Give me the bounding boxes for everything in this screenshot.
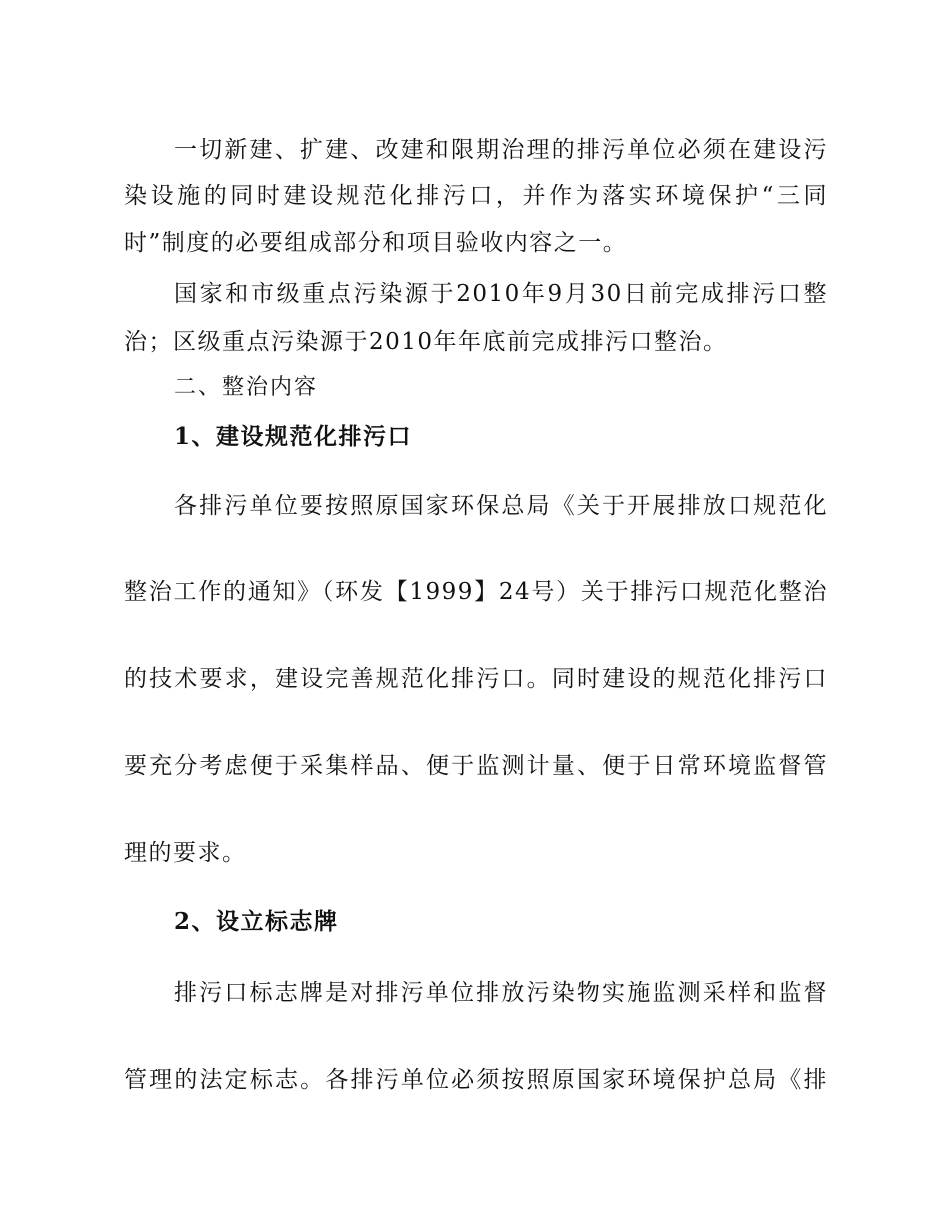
paragraph-1-line-2: 染设施的同时建设规范化排污口，并作为落实环境保护“三同 [124, 183, 828, 209]
subsection-1-line-4: 要充分考虑便于采集样品、便于监测计量、便于日常环境监督管 [124, 753, 828, 779]
paragraph-2-line-2: 治；区级重点污染源于2010年年底前完成排污口整治。 [124, 329, 728, 355]
subsection-1-line-5: 理的要求。 [124, 840, 247, 866]
subsection-1-heading: 1、建设规范化排污口 [174, 423, 413, 450]
subsection-2-line-2: 管理的法定标志。各排污单位必须按照原国家环境保护总局《排 [124, 1067, 828, 1093]
subsection-1-line-2: 整治工作的通知》（环发【1999】24号）关于排污口规范化整治 [124, 579, 828, 605]
subsection-1-line-1: 各排污单位要按照原国家环保总局《关于开展排放口规范化 [174, 493, 828, 519]
subsection-2-heading: 2、设立标志牌 [174, 908, 339, 935]
paragraph-1-line-3: 时”制度的必要组成部分和项目验收内容之一。 [124, 230, 628, 256]
section-heading: 二、整治内容 [174, 375, 319, 400]
subsection-2-line-1: 排污口标志牌是对排污单位排放污染物实施监测采样和监督 [174, 980, 828, 1006]
paragraph-2-line-1: 国家和市级重点污染源于2010年9月30日前完成排污口整 [174, 281, 828, 307]
subsection-1-line-3: 的技术要求，建设完善规范化排污口。同时建设的规范化排污口 [124, 666, 828, 692]
paragraph-1-line-1: 一切新建、扩建、改建和限期治理的排污单位必须在建设污 [174, 137, 828, 163]
